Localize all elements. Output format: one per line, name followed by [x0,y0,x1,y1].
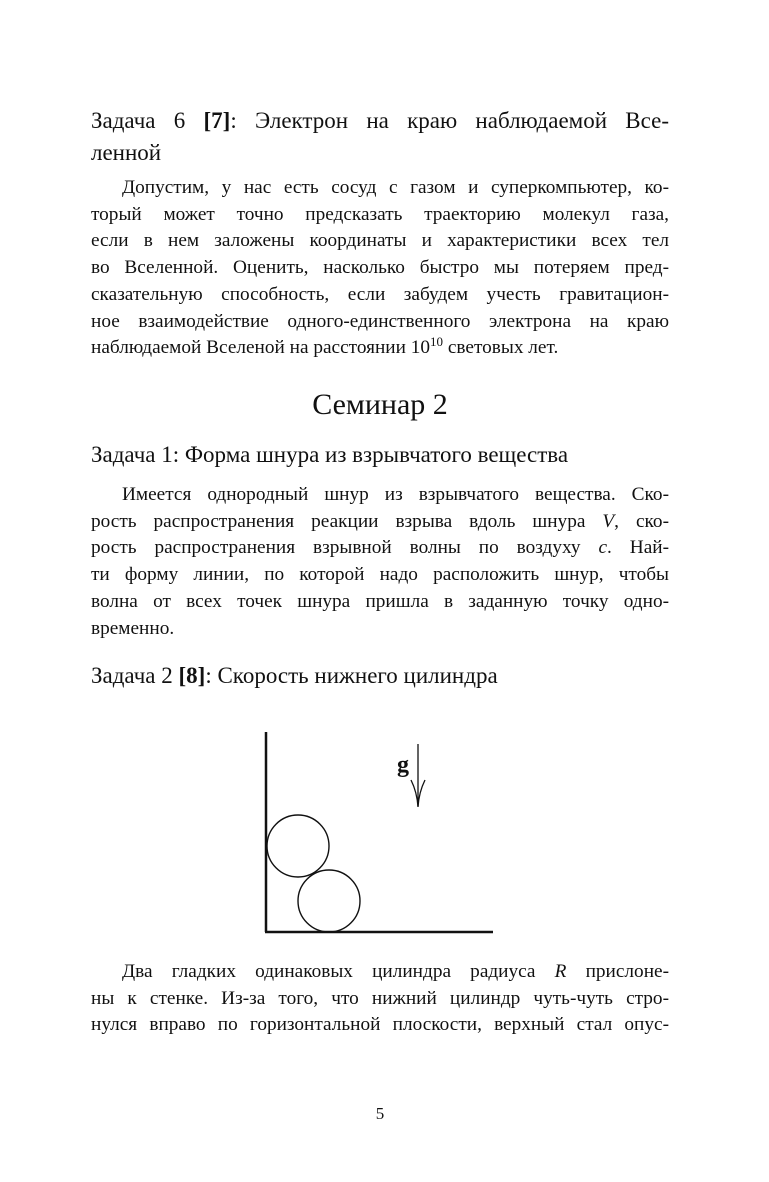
task6-paragraph [91,175,669,362]
task1-line: Имеется однородный шнур из взрывчатого вещества. Ско- [122,484,669,505]
task6-line: торый может точно предсказать траекторию молекул газа, [91,203,669,225]
task6-line: сказательную способность, если забудем учесть гравитацион- [91,283,669,305]
cylinders-figure [263,730,495,936]
task1-line: рость распространения взрывной волны по воздуху c. Най- [91,537,669,559]
task2-line: ны к стенке. Из-за того, что нижний цилиндр чуть-чуть стро- [91,987,669,1009]
task2-line: Два гладких одинаковых цилиндра радиуса R прислоне- [122,961,669,982]
task6-title-line2: ленной [91,140,162,165]
task2-paragraph [91,959,669,1039]
task6-title [91,105,669,169]
task2-line: нулся вправо по горизонтальной плоскости, верхный стал опус- [91,1014,669,1036]
task6-line: ное взаимодействие одного-единственного электрона на краю [91,310,669,332]
variable-c: c [598,537,608,559]
variable-v: V [602,510,615,532]
task1-line: временно. [91,617,175,639]
task1-line: волна от всех точек шнура пришла в заданную точку одно- [91,590,669,612]
task1-line: рость распространения реакции взрыва вдоль шнура V, ско- [91,510,669,532]
task2-title: Задача 2 [8]: Скорость нижнего цилиндра [91,663,498,688]
variable-r: R [554,961,567,982]
task1-title: Задача 1: Форма шнура из взрывчатого вещества [91,442,569,467]
task6-last-line: наблюдаемой Вселеной на расстоянии $10^{10}$ световых лет. [91,334,559,359]
document-page [91,0,669,1182]
task6-line: во Вселенной. Оценить, насколько быстро мы потеряем пред- [91,257,669,279]
task1-line: ти форму линии, по которой надо расположить шнур, чтобы [91,564,669,586]
power-of-ten: $10^{10}$ [410,334,444,359]
gravity-label: g [397,752,409,778]
upper-cylinder [267,815,329,877]
task1-paragraph [91,482,669,642]
task2-reference: [8] [178,663,206,688]
task6-reference: [7] [203,108,231,133]
task6-line: если в нем заложены координаты и характеристики всех тел [91,230,669,252]
exponent: 10 [430,334,444,350]
task6-title-line1: Задача 6 [7]: Электрон на краю наблюдаемой Все- [91,108,669,133]
task6-line: Допустим, у нас есть сосуд с газом и суперкомпьютер, ко- [122,177,669,198]
page-number: 5 [375,1104,385,1123]
lower-cylinder [298,870,360,932]
seminar-heading: Семинар 2 [312,388,448,421]
